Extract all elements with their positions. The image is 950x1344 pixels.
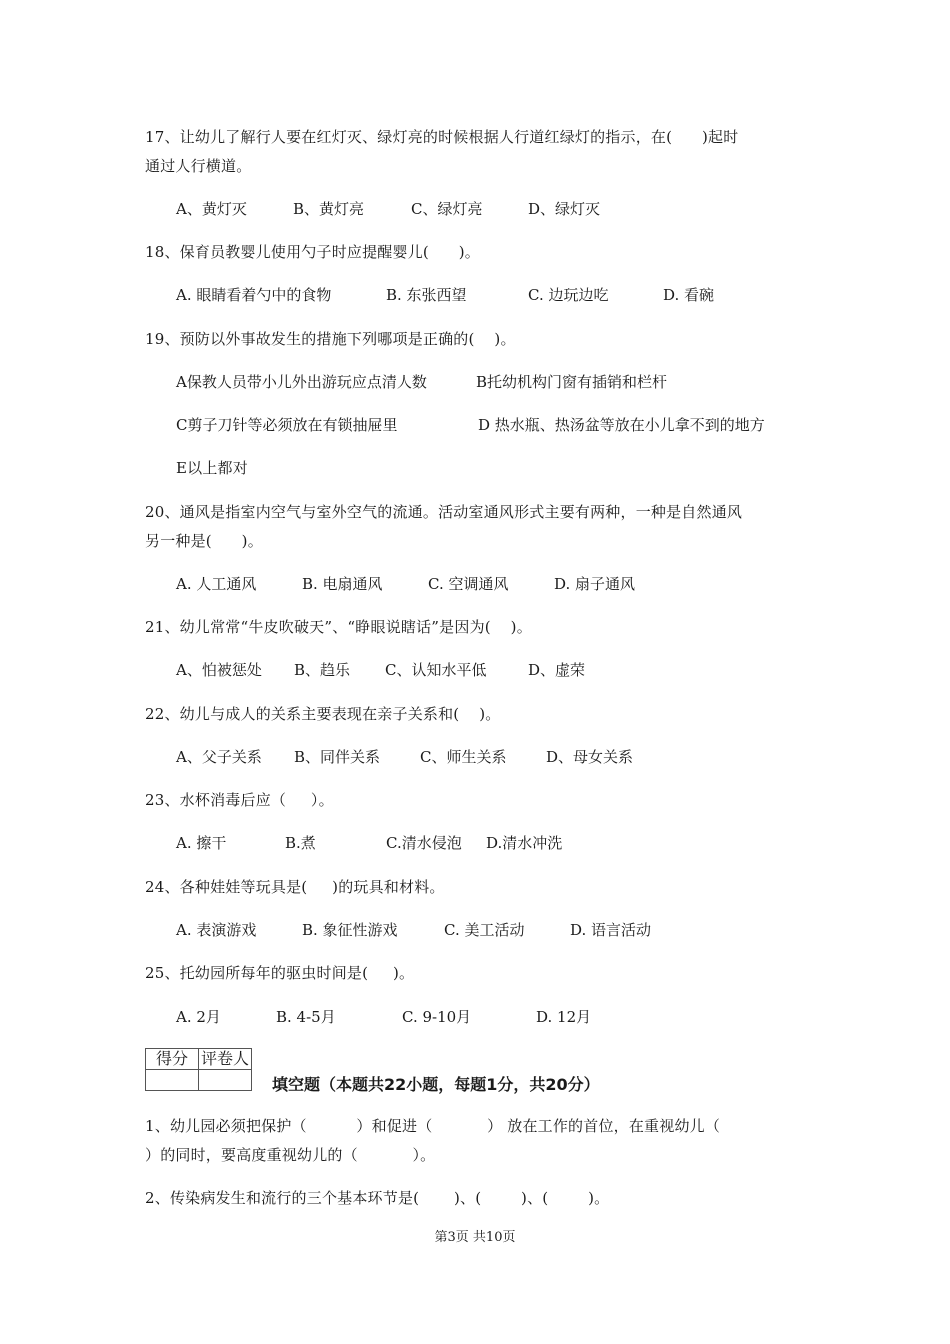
option-c: C、绿灯亮	[411, 200, 483, 218]
option-c: C剪子刀针等必须放在有锁抽屉里	[176, 416, 398, 434]
question-18-text: 18、保育员教婴儿使用勺子时应提醒婴儿( )。	[145, 243, 481, 261]
option-b: B、黄灯亮	[293, 200, 365, 218]
option-c: C. 边玩边吃	[528, 286, 609, 304]
option-c: C. 9-10月	[402, 1008, 472, 1026]
fill-question-1-text-cont: ）的同时，要高度重视幼儿的（ ）。	[145, 1146, 436, 1164]
question-25-text: 25、托幼园所每年的驱虫时间是( )。	[145, 964, 415, 982]
option-b: B、趋乐	[294, 661, 351, 679]
option-d: D 热水瓶、热汤盆等放在小儿拿不到的地方	[478, 416, 765, 434]
option-d: D、虚荣	[528, 661, 586, 679]
option-a: A. 眼睛看着勺中的食物	[176, 286, 332, 304]
score-cell	[146, 1070, 199, 1091]
option-c: C. 美工活动	[444, 921, 525, 939]
option-b: B、同伴关系	[294, 748, 381, 766]
question-19-option-e: E以上都对	[176, 459, 248, 477]
option-a: A. 2月	[176, 1008, 221, 1026]
question-24-text: 24、各种娃娃等玩具是( )的玩具和材料。	[145, 878, 445, 896]
option-c: C.清水侵泡	[386, 834, 462, 852]
option-a: A保教人员带小儿外出游玩应点清人数	[176, 373, 427, 391]
option-c: C. 空调通风	[428, 575, 509, 593]
option-d: D. 12月	[536, 1008, 592, 1026]
grader-header: 评卷人	[199, 1049, 252, 1070]
option-b: B. 象征性游戏	[302, 921, 398, 939]
question-20-text-cont: 另一种是( )。	[145, 532, 263, 550]
option-c: C、师生关系	[420, 748, 507, 766]
question-21-text: 21、幼儿常常“牛皮吹破天”、“睁眼说瞎话”是因为( )。	[145, 618, 532, 636]
question-20-text: 20、通风是指室内空气与室外空气的流通。活动室通风形式主要有两种，一种是自然通风	[145, 503, 743, 521]
fill-question-2-text: 2、传染病发生和流行的三个基本环节是( )、( )、( )。	[145, 1189, 610, 1207]
section-title: 填空题（本题共22小题，每题1分，共20分）	[272, 1075, 600, 1094]
option-a: A、怕被惩处	[176, 661, 262, 679]
option-d: D. 看碗	[663, 286, 715, 304]
option-a: A. 擦干	[176, 834, 227, 852]
question-23-text: 23、水杯消毒后应（ ）。	[145, 791, 334, 809]
option-b: B.煮	[285, 834, 316, 852]
score-header: 得分	[146, 1049, 199, 1070]
score-box	[145, 1048, 252, 1091]
option-d: D. 扇子通风	[554, 575, 636, 593]
option-d: D.清水冲洗	[486, 834, 563, 852]
option-b: B托幼机构门窗有插销和栏杆	[476, 373, 668, 391]
option-b: B. 东张西望	[386, 286, 467, 304]
question-17-text-cont: 通过人行横道。	[145, 157, 252, 175]
option-d: D. 语言活动	[570, 921, 652, 939]
question-17-text: 17、让幼儿了解行人要在红灯灭、绿灯亮的时候根据人行道红绿灯的指示，在( )起时	[145, 128, 739, 146]
question-22-text: 22、幼儿与成人的关系主要表现在亲子关系和( )。	[145, 705, 501, 723]
grader-cell	[199, 1070, 252, 1091]
option-a: A. 人工通风	[176, 575, 257, 593]
fill-question-1-text: 1、幼儿园必须把保护（ ）和促进（ ） 放在工作的首位，在重视幼儿（	[145, 1117, 721, 1135]
option-a: A. 表演游戏	[176, 921, 257, 939]
page-footer: 第3页 共10页	[434, 1230, 516, 1245]
question-19-text: 19、预防以外事故发生的措施下列哪项是正确的( )。	[145, 330, 516, 348]
option-c: C、认知水平低	[385, 661, 487, 679]
option-b: B. 电扇通风	[302, 575, 383, 593]
option-d: D、母女关系	[546, 748, 634, 766]
option-a: A、黄灯灭	[176, 200, 247, 218]
option-b: B. 4-5月	[276, 1008, 336, 1026]
option-d: D、绿灯灭	[528, 200, 601, 218]
option-a: A、父子关系	[176, 748, 262, 766]
